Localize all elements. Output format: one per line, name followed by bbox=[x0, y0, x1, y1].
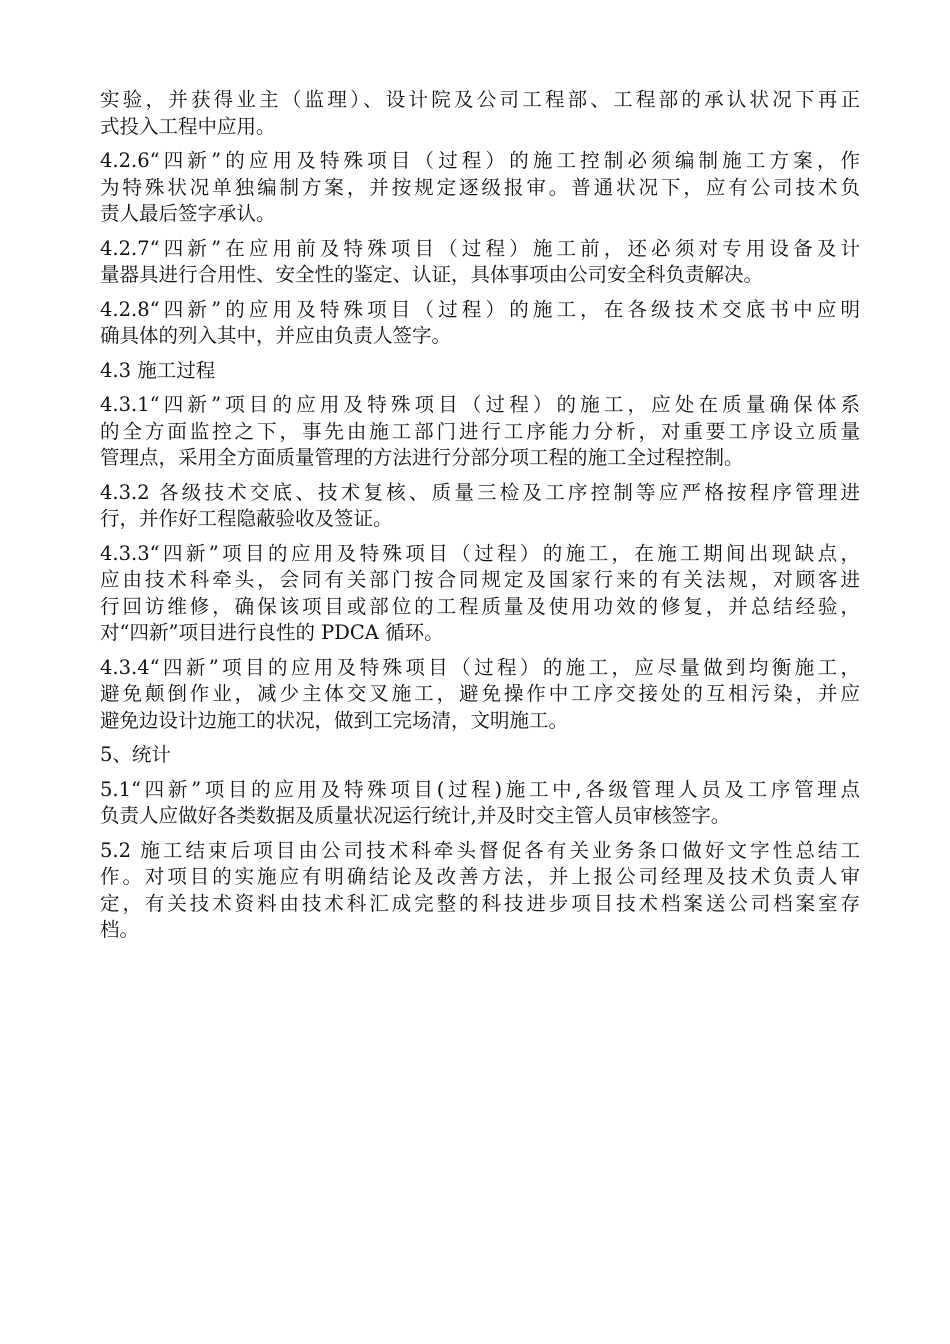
text-line: 管理点，采用全方面质量管理的方法进行分部分项工程的施工全过程控制。 bbox=[100, 446, 744, 469]
paragraph-5-2 bbox=[100, 838, 860, 944]
document-page bbox=[100, 87, 860, 952]
text-line: 4.3.1“四新”项目的应用及特殊项目（过程）的施工，应处在质量确保体系 bbox=[100, 393, 860, 416]
text-line: 4.3.4“四新”项目的应用及特殊项目（过程）的施工，应尽量做到均衡施工， bbox=[100, 655, 860, 679]
text-line: 5.1“四新”项目的应用及特殊项目(过程)施工中,各级管理人员及工序管理点 bbox=[100, 777, 860, 801]
text-line: 应由技术科牵头，会同有关部门按合同规定及国家行来的有关法规，对顾客进 bbox=[100, 568, 860, 591]
text-line: 确具体的列入其中，并应由负责人签字。 bbox=[100, 324, 452, 347]
paragraph-4-2-7 bbox=[100, 236, 860, 289]
text-line: 档。 bbox=[100, 918, 140, 941]
text-line: 的全方面监控之下，事先由施工部门进行工序能力分析，对重要工序设立质量 bbox=[100, 419, 860, 443]
text-line: 责人最后签字承认。 bbox=[100, 202, 276, 225]
text-line: 作。对项目的实施应有明确结论及改善方法，并上报公司经理及技术负责人审 bbox=[100, 865, 860, 888]
paragraph-continuation-experiment bbox=[100, 87, 860, 140]
text-line: 5.2 施工结束后项目由公司技术科牵头督促各有关业务条口做好文字性总结工 bbox=[100, 838, 860, 862]
heading-4-3 bbox=[100, 358, 860, 385]
paragraph-4-3-2 bbox=[100, 480, 860, 533]
text-line: 4.3 施工过程 bbox=[100, 358, 216, 382]
text-line: 避免边设计边施工的状况，做到工完场清，文明施工。 bbox=[100, 708, 569, 732]
text-line: 4.2.8“四新”的应用及特殊项目（过程）的施工，在各级技术交底书中应明 bbox=[100, 297, 860, 321]
text-line: 为特殊状况单独编制方案，并按规定逐级报审。普通状况下，应有公司技术负 bbox=[100, 175, 860, 199]
text-line: 负责人应做好各类数据及质量状况运行统计,并及时交主管人员审核签字。 bbox=[100, 804, 731, 827]
text-line: 定，有关技术资料由技术科汇成完整的科技进步项目技术档案送公司档案室存 bbox=[100, 891, 860, 915]
text-line: 避免颠倒作业，减少主体交叉施工，避免操作中工序交接处的互相污染，并应 bbox=[100, 682, 860, 705]
paragraph-4-3-4 bbox=[100, 655, 860, 735]
text-line: 实验，并获得业主（监理）、设计院及公司工程部、工程部的承认状况下再正 bbox=[100, 88, 860, 111]
paragraph-5-1 bbox=[100, 777, 860, 830]
paragraph-4-3-3 bbox=[100, 541, 860, 647]
text-line: 量器具进行合用性、安全性的鉴定、认证，具体事项由公司安全科负责解决。 bbox=[100, 263, 764, 286]
heading-5 bbox=[100, 742, 860, 769]
text-line: 行，并作好工程隐蔽验收及签证。 bbox=[100, 507, 393, 530]
text-line: 式投入工程中应用。 bbox=[100, 114, 276, 138]
text-line: 5、统计 bbox=[100, 743, 171, 766]
text-line: 4.2.7“四新”在应用前及特殊项目（过程）施工前，还必须对专用设备及计 bbox=[100, 236, 860, 260]
text-line: 4.3.3“四新”项目的应用及特殊项目（过程）的施工，在施工期间出现缺点， bbox=[100, 541, 860, 565]
paragraph-4-3-1 bbox=[100, 392, 860, 472]
paragraph-4-2-6 bbox=[100, 148, 860, 228]
text-line: 4.2.6“四新”的应用及特殊项目（过程）的施工控制必须编制施工方案，作 bbox=[100, 149, 860, 172]
text-line: 行回访维修，确保该项目或部位的工程质量及使用功效的修复，并总结经验， bbox=[100, 594, 860, 618]
text-line: 4.3.2 各级技术交底、技术复核、质量三检及工序控制等应严格按程序管理进 bbox=[100, 480, 860, 504]
text-line: 对“四新”项目进行良性的 PDCA 循环。 bbox=[100, 621, 444, 644]
paragraph-4-2-8 bbox=[100, 297, 860, 350]
